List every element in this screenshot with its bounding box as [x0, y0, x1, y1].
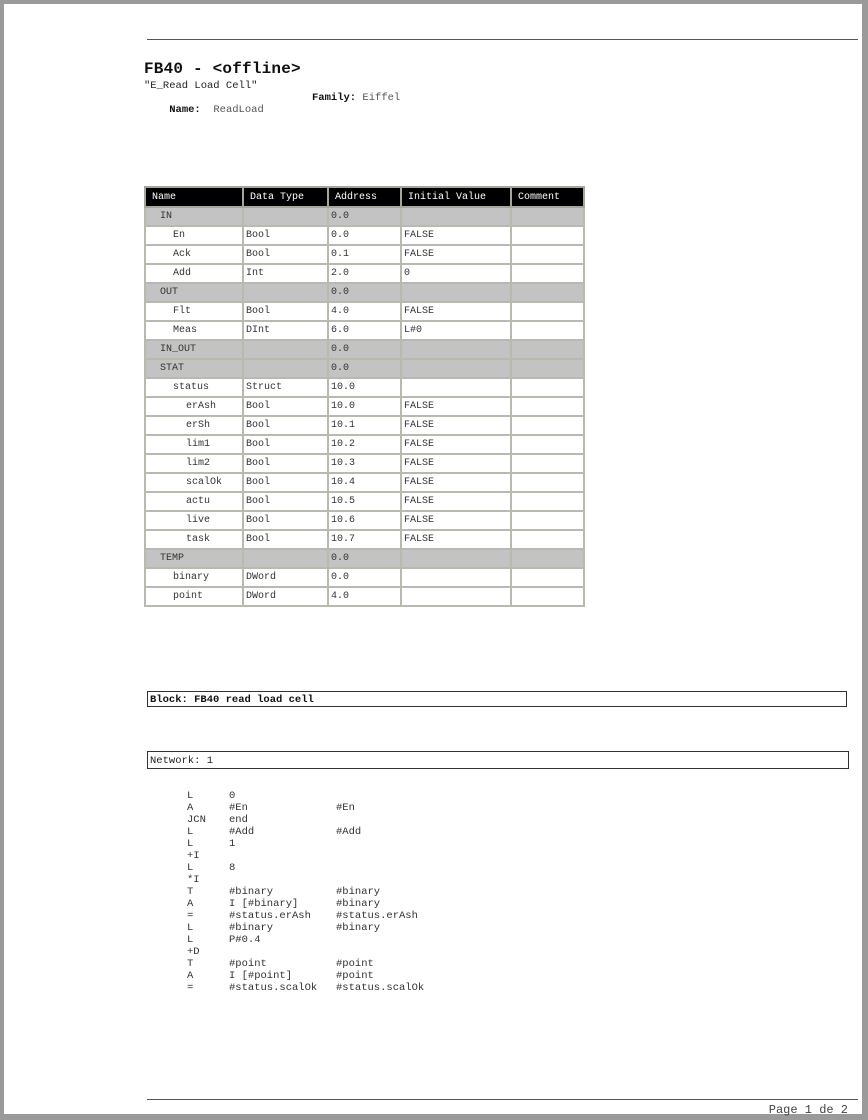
table-cell-name: live [145, 511, 243, 530]
table-cell-name: Meas [145, 321, 243, 340]
table-cell-address: 0.0 [328, 226, 401, 245]
table-cell-init: L#0 [401, 321, 511, 340]
table-cell-comment [511, 359, 584, 378]
code-operand: end [229, 814, 248, 826]
table-cell-address: 0.1 [328, 245, 401, 264]
table-cell-type: DWord [243, 568, 328, 587]
table-cell-type: DInt [243, 321, 328, 340]
code-symbol-comment: #status.erAsh [336, 910, 418, 922]
code-operand: #binary [229, 886, 274, 898]
table-cell-init: FALSE [401, 226, 511, 245]
table-row [145, 530, 584, 549]
table-cell-comment [511, 549, 584, 568]
code-symbol-comment: #Add [336, 826, 362, 838]
table-cell-comment [511, 302, 584, 321]
table-cell-type: Int [243, 264, 328, 283]
table-cell-init: FALSE [401, 302, 511, 321]
code-operation: A [187, 970, 194, 982]
table-row [145, 264, 584, 283]
code-operand: #point [229, 958, 267, 970]
bottom-rule [147, 1099, 858, 1100]
code-symbol-comment: #status.scalOk [336, 982, 425, 994]
table-row [145, 340, 584, 359]
table-cell-name: IN [145, 207, 243, 226]
table-row [145, 207, 584, 226]
family-value: Eiffel [362, 92, 401, 104]
table-cell-address: 0.0 [328, 207, 401, 226]
table-row [145, 283, 584, 302]
code-operation: L [187, 826, 194, 838]
table-cell-name: erAsh [145, 397, 243, 416]
table-cell-address: 10.5 [328, 492, 401, 511]
table-cell-name: actu [145, 492, 243, 511]
code-operation: = [187, 982, 194, 994]
table-cell-name: erSh [145, 416, 243, 435]
code-operation: T [187, 886, 194, 898]
table-cell-address: 4.0 [328, 587, 401, 606]
code-operation: L [187, 922, 194, 934]
code-operand: #status.scalOk [229, 982, 318, 994]
code-operand: 8 [229, 862, 236, 874]
table-cell-address: 10.2 [328, 435, 401, 454]
table-cell-init [401, 378, 511, 397]
table-cell-init: 0 [401, 264, 511, 283]
table-cell-name: point [145, 587, 243, 606]
table-row [145, 454, 584, 473]
table-cell-type: Bool [243, 473, 328, 492]
table-cell-address: 10.6 [328, 511, 401, 530]
table-cell-type [243, 359, 328, 378]
table-cell-type: Bool [243, 511, 328, 530]
code-operation: JCN [187, 814, 206, 826]
code-operand: #status.erAsh [229, 910, 311, 922]
table-cell-address: 10.4 [328, 473, 401, 492]
code-operation: A [187, 898, 194, 910]
table-row [145, 245, 584, 264]
table-cell-type: Bool [243, 397, 328, 416]
table-cell-init [401, 568, 511, 587]
table-cell-comment [511, 511, 584, 530]
table-cell-comment [511, 530, 584, 549]
code-operation: +I [187, 850, 200, 862]
code-symbol-comment: #binary [336, 898, 381, 910]
code-operation: +D [187, 946, 200, 958]
block-meta [144, 92, 401, 140]
column-header-comment: Comment [511, 187, 584, 207]
table-cell-name: Ack [145, 245, 243, 264]
code-operation: L [187, 838, 194, 850]
table-cell-name: status [145, 378, 243, 397]
table-row [145, 473, 584, 492]
table-cell-address: 0.0 [328, 283, 401, 302]
block-heading: Block: FB40 read load cell [147, 691, 847, 707]
table-cell-init: FALSE [401, 435, 511, 454]
table-cell-name: lim2 [145, 454, 243, 473]
table-cell-address: 0.0 [328, 340, 401, 359]
table-cell-init [401, 587, 511, 606]
code-symbol-comment: #binary [336, 886, 381, 898]
block-title: FB40 - <offline> [144, 60, 301, 78]
table-cell-comment [511, 340, 584, 359]
code-operand: I [#binary] [229, 898, 299, 910]
table-cell-type [243, 340, 328, 359]
table-cell-comment [511, 226, 584, 245]
table-cell-type: DWord [243, 587, 328, 606]
top-rule [147, 39, 858, 40]
table-cell-init: FALSE [401, 416, 511, 435]
table-cell-comment [511, 397, 584, 416]
table-cell-name: IN_OUT [145, 340, 243, 359]
column-header-initial-value: Initial Value [401, 187, 511, 207]
table-cell-init: FALSE [401, 492, 511, 511]
table-row [145, 416, 584, 435]
table-cell-init: FALSE [401, 473, 511, 492]
table-cell-type: Bool [243, 302, 328, 321]
table-cell-address: 10.7 [328, 530, 401, 549]
column-header-name: Name [145, 187, 243, 207]
page-number: Page 1 de 2 [768, 1103, 848, 1117]
table-cell-comment [511, 283, 584, 302]
table-cell-type: Bool [243, 245, 328, 264]
table-cell-comment [511, 587, 584, 606]
table-cell-comment [511, 245, 584, 264]
name-value: ReadLoad [213, 104, 264, 116]
code-symbol-comment: #point [336, 970, 374, 982]
table-row [145, 435, 584, 454]
table-row [145, 226, 584, 245]
block-symbolic-name: "E_Read Load Cell" [144, 80, 258, 92]
table-cell-address: 4.0 [328, 302, 401, 321]
table-row [145, 492, 584, 511]
table-cell-init: FALSE [401, 245, 511, 264]
table-cell-address: 6.0 [328, 321, 401, 340]
table-cell-type: Bool [243, 530, 328, 549]
table-cell-init [401, 340, 511, 359]
table-cell-address: 10.3 [328, 454, 401, 473]
code-symbol-comment: #binary [336, 922, 381, 934]
table-cell-name: OUT [145, 283, 243, 302]
table-cell-type [243, 549, 328, 568]
code-operation: A [187, 802, 194, 814]
table-cell-comment [511, 454, 584, 473]
table-cell-type: Bool [243, 454, 328, 473]
column-header-data-type: Data Type [243, 187, 328, 207]
table-cell-type [243, 207, 328, 226]
table-row [145, 511, 584, 530]
table-cell-address: 2.0 [328, 264, 401, 283]
code-operation: L [187, 862, 194, 874]
table-row [145, 397, 584, 416]
table-cell-name: Flt [145, 302, 243, 321]
table-cell-comment [511, 321, 584, 340]
table-cell-name: En [145, 226, 243, 245]
network-heading: Network: 1 [147, 751, 849, 769]
table-cell-address: 0.0 [328, 359, 401, 378]
table-row [145, 587, 584, 606]
table-cell-type: Struct [243, 378, 328, 397]
table-cell-comment [511, 264, 584, 283]
family-group [312, 92, 400, 104]
table-cell-comment [511, 568, 584, 587]
code-operand: #Add [229, 826, 255, 838]
table-cell-comment [511, 378, 584, 397]
table-cell-address: 0.0 [328, 549, 401, 568]
code-operand: I [#point] [229, 970, 293, 982]
table-cell-init: FALSE [401, 530, 511, 549]
table-cell-name: binary [145, 568, 243, 587]
table-cell-address: 10.1 [328, 416, 401, 435]
table-cell-comment [511, 492, 584, 511]
table-cell-address: 0.0 [328, 568, 401, 587]
table-cell-name: Add [145, 264, 243, 283]
name-label: Name: [169, 104, 201, 116]
table-cell-comment [511, 207, 584, 226]
table-row [145, 378, 584, 397]
table-cell-address: 10.0 [328, 397, 401, 416]
code-symbol-comment: #En [336, 802, 355, 814]
code-symbol-comment: #point [336, 958, 374, 970]
code-operand: 1 [229, 838, 236, 850]
table-cell-comment [511, 416, 584, 435]
table-cell-init [401, 549, 511, 568]
table-cell-init [401, 283, 511, 302]
table-cell-type: Bool [243, 226, 328, 245]
table-cell-type [243, 283, 328, 302]
code-operation: T [187, 958, 194, 970]
table-cell-init: FALSE [401, 511, 511, 530]
table-cell-name: scalOk [145, 473, 243, 492]
family-label: Family: [312, 92, 357, 104]
table-cell-name: task [145, 530, 243, 549]
table-row [145, 568, 584, 587]
declaration-table [144, 186, 585, 607]
table-cell-type: Bool [243, 492, 328, 511]
table-cell-name: lim1 [145, 435, 243, 454]
code-operand: #binary [229, 922, 274, 934]
table-row [145, 321, 584, 340]
code-operation: = [187, 910, 194, 922]
table-row [145, 359, 584, 378]
table-header-row [145, 187, 584, 207]
code-operand: P#0.4 [229, 934, 261, 946]
table-cell-comment [511, 473, 584, 492]
table-cell-address: 10.0 [328, 378, 401, 397]
table-cell-name: STAT [145, 359, 243, 378]
table-cell-type: Bool [243, 416, 328, 435]
code-operand: #En [229, 802, 248, 814]
declaration-table-body [145, 207, 584, 606]
table-cell-init: FALSE [401, 454, 511, 473]
table-cell-name: TEMP [145, 549, 243, 568]
code-operand: 0 [229, 790, 236, 802]
code-operation: L [187, 790, 194, 802]
table-row [145, 549, 584, 568]
table-cell-type: Bool [243, 435, 328, 454]
table-row [145, 302, 584, 321]
code-operation: *I [187, 874, 200, 886]
table-cell-init: FALSE [401, 397, 511, 416]
table-cell-init [401, 359, 511, 378]
column-header-address: Address [328, 187, 401, 207]
table-cell-init [401, 207, 511, 226]
table-cell-comment [511, 435, 584, 454]
code-operation: L [187, 934, 194, 946]
